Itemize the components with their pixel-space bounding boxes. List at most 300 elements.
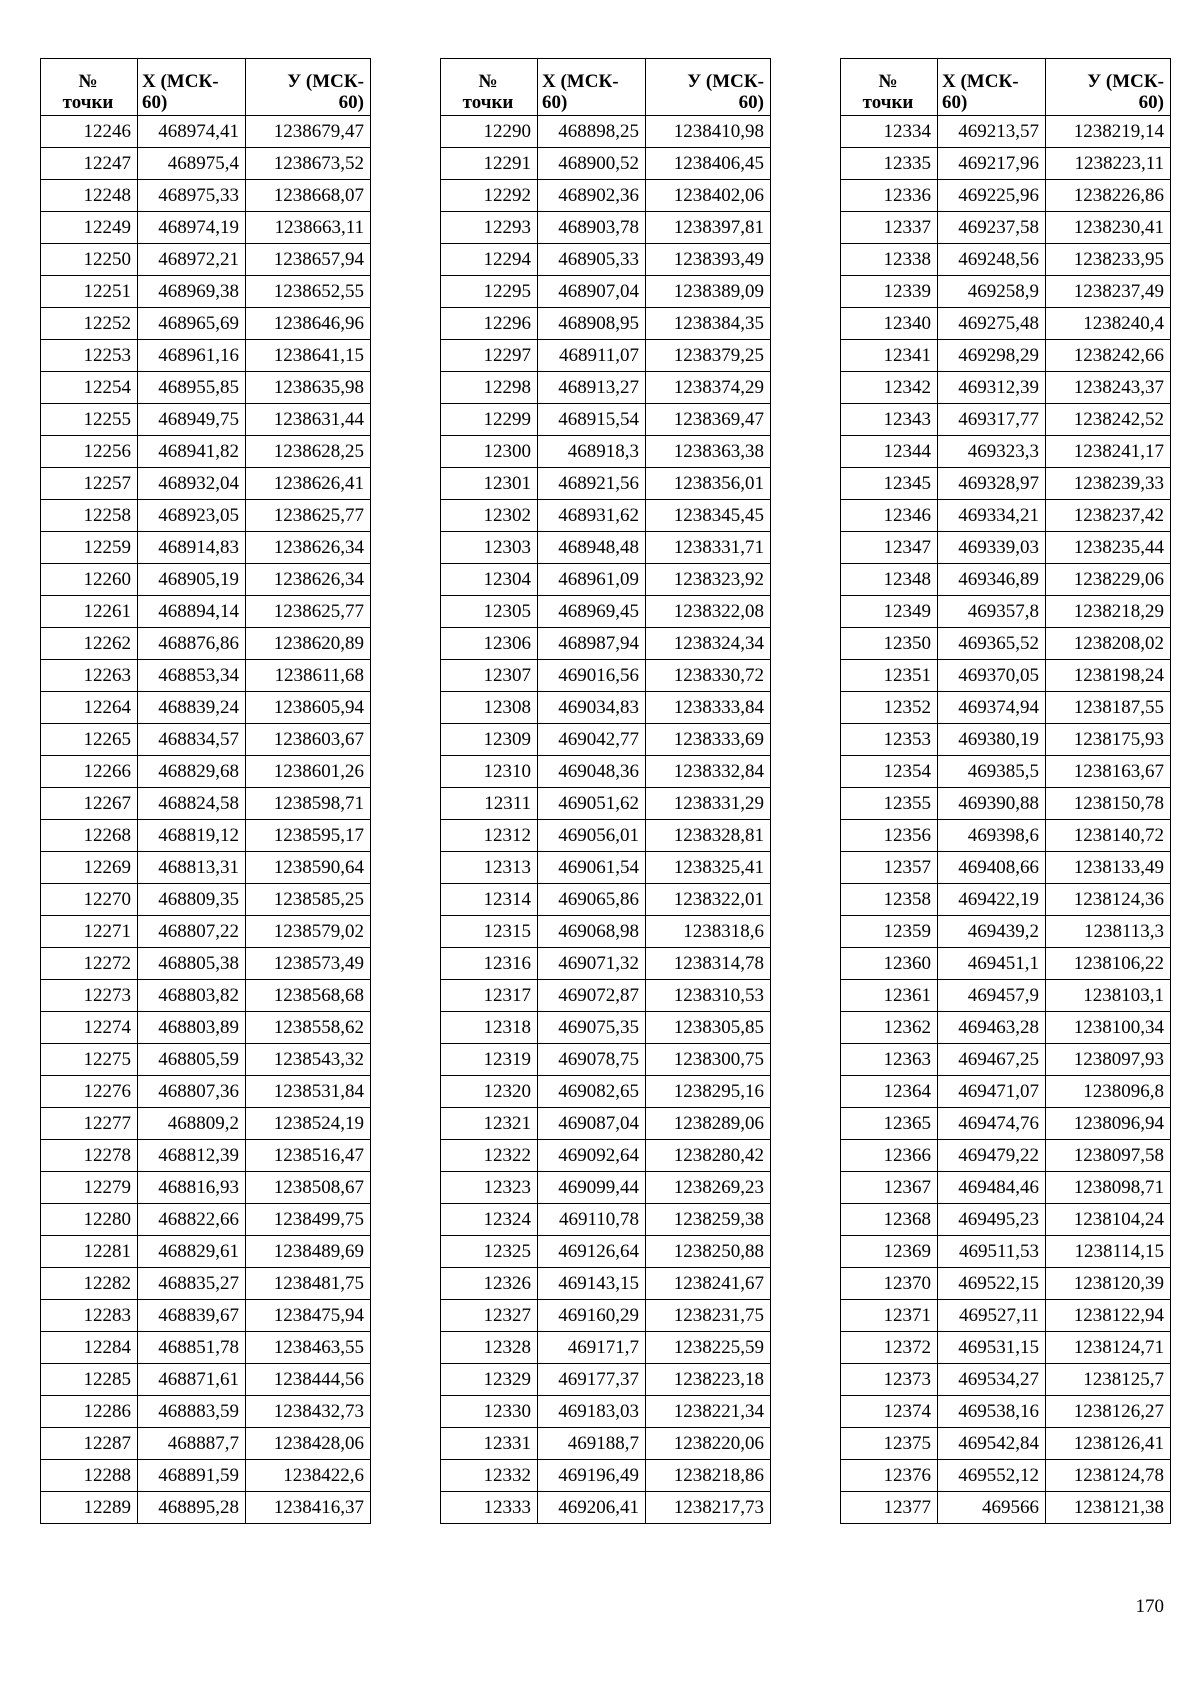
point-number-cell: 12315 [441, 916, 538, 948]
y-coordinate-cell: 1238103,1 [1046, 980, 1171, 1012]
y-coordinate-cell: 1238635,98 [246, 372, 371, 404]
x-coordinate-cell: 469056,01 [538, 820, 646, 852]
table-row [441, 276, 771, 308]
point-number-cell: 12272 [41, 948, 138, 980]
x-coordinate-cell: 468816,93 [138, 1172, 246, 1204]
point-number-cell: 12287 [41, 1428, 138, 1460]
table-row [841, 1108, 1171, 1140]
point-number-cell: 12341 [841, 340, 938, 372]
y-coordinate-cell: 1238280,42 [646, 1140, 771, 1172]
point-number-cell: 12325 [441, 1236, 538, 1268]
point-number-cell: 12294 [441, 244, 538, 276]
point-number-cell: 12328 [441, 1332, 538, 1364]
y-coordinate-cell: 1238324,34 [646, 628, 771, 660]
column-header-y: У (МСК- 60) [1046, 59, 1171, 116]
point-number-cell: 12332 [441, 1460, 538, 1492]
y-coordinate-cell: 1238150,78 [1046, 788, 1171, 820]
x-coordinate-cell: 469566 [938, 1492, 1046, 1524]
y-coordinate-cell: 1238310,53 [646, 980, 771, 1012]
x-coordinate-cell: 469143,15 [538, 1268, 646, 1300]
table-header-row [41, 59, 371, 116]
point-number-cell: 12262 [41, 628, 138, 660]
point-number-cell: 12374 [841, 1396, 938, 1428]
x-coordinate-cell: 468915,54 [538, 404, 646, 436]
column-header-point-number: № точки [41, 59, 138, 116]
point-number-cell: 12376 [841, 1460, 938, 1492]
table-row [441, 692, 771, 724]
point-number-cell: 12334 [841, 116, 938, 148]
table-row [41, 1076, 371, 1108]
x-coordinate-cell: 468839,67 [138, 1300, 246, 1332]
table-row [41, 1268, 371, 1300]
point-number-cell: 12349 [841, 596, 938, 628]
y-coordinate-cell: 1238379,25 [646, 340, 771, 372]
x-coordinate-cell: 469298,29 [938, 340, 1046, 372]
x-coordinate-cell: 469390,88 [938, 788, 1046, 820]
table-row [441, 1012, 771, 1044]
y-coordinate-cell: 1238626,34 [246, 564, 371, 596]
y-coordinate-cell: 1238237,49 [1046, 276, 1171, 308]
y-coordinate-cell: 1238590,64 [246, 852, 371, 884]
point-number-cell: 12273 [41, 980, 138, 1012]
table-row [441, 468, 771, 500]
point-number-cell: 12313 [441, 852, 538, 884]
point-number-cell: 12369 [841, 1236, 938, 1268]
table-row [41, 1332, 371, 1364]
point-number-cell: 12293 [441, 212, 538, 244]
point-number-cell: 12304 [441, 564, 538, 596]
x-coordinate-cell: 469061,54 [538, 852, 646, 884]
x-coordinate-cell: 469034,83 [538, 692, 646, 724]
x-coordinate-cell: 469370,05 [938, 660, 1046, 692]
point-number-cell: 12314 [441, 884, 538, 916]
table-row [841, 692, 1171, 724]
point-number-cell: 12257 [41, 468, 138, 500]
y-coordinate-cell: 1238113,3 [1046, 916, 1171, 948]
point-number-cell: 12283 [41, 1300, 138, 1332]
y-coordinate-cell: 1238668,07 [246, 180, 371, 212]
table-row [441, 820, 771, 852]
table-row [841, 1044, 1171, 1076]
point-number-cell: 12339 [841, 276, 938, 308]
table-row [841, 1364, 1171, 1396]
y-coordinate-cell: 1238226,86 [1046, 180, 1171, 212]
x-coordinate-cell: 468911,07 [538, 340, 646, 372]
point-number-cell: 12266 [41, 756, 138, 788]
point-number-cell: 12267 [41, 788, 138, 820]
table-row [441, 1108, 771, 1140]
table-row [841, 660, 1171, 692]
point-number-cell: 12252 [41, 308, 138, 340]
table-row [41, 1428, 371, 1460]
y-coordinate-cell: 1238225,59 [646, 1332, 771, 1364]
x-coordinate-cell: 468834,57 [138, 724, 246, 756]
x-coordinate-cell: 468932,04 [138, 468, 246, 500]
y-coordinate-cell: 1238305,85 [646, 1012, 771, 1044]
table-row [41, 1012, 371, 1044]
x-coordinate-cell: 469065,86 [538, 884, 646, 916]
table-row [441, 148, 771, 180]
point-number-cell: 12269 [41, 852, 138, 884]
y-coordinate-cell: 1238598,71 [246, 788, 371, 820]
y-coordinate-cell: 1238422,6 [246, 1460, 371, 1492]
point-number-cell: 12333 [441, 1492, 538, 1524]
table-row [41, 852, 371, 884]
x-coordinate-cell: 469511,53 [938, 1236, 1046, 1268]
y-coordinate-cell: 1238641,15 [246, 340, 371, 372]
point-number-cell: 12256 [41, 436, 138, 468]
table-row [841, 564, 1171, 596]
y-coordinate-cell: 1238229,06 [1046, 564, 1171, 596]
x-coordinate-cell: 468965,69 [138, 308, 246, 340]
y-coordinate-cell: 1238140,72 [1046, 820, 1171, 852]
table-row [441, 660, 771, 692]
table-row [441, 596, 771, 628]
x-coordinate-cell: 468949,75 [138, 404, 246, 436]
table-row [841, 244, 1171, 276]
column-header-y: У (МСК- 60) [246, 59, 371, 116]
y-coordinate-cell: 1238363,38 [646, 436, 771, 468]
point-number-cell: 12358 [841, 884, 938, 916]
x-coordinate-cell: 468895,28 [138, 1492, 246, 1524]
x-coordinate-cell: 469317,77 [938, 404, 1046, 436]
point-number-cell: 12355 [841, 788, 938, 820]
table-row [841, 1140, 1171, 1172]
table-row [841, 340, 1171, 372]
table-row [841, 916, 1171, 948]
x-coordinate-cell: 469196,49 [538, 1460, 646, 1492]
table-row [41, 1364, 371, 1396]
x-coordinate-cell: 469474,76 [938, 1108, 1046, 1140]
table-row [441, 1236, 771, 1268]
column-header-x: Х (МСК- 60) [538, 59, 646, 116]
x-coordinate-cell: 469051,62 [538, 788, 646, 820]
x-coordinate-cell: 469082,65 [538, 1076, 646, 1108]
coordinate-table-3 [840, 58, 1171, 1524]
point-number-cell: 12291 [441, 148, 538, 180]
point-number-cell: 12302 [441, 500, 538, 532]
x-coordinate-cell: 469099,44 [538, 1172, 646, 1204]
point-number-cell: 12280 [41, 1204, 138, 1236]
x-coordinate-cell: 468955,85 [138, 372, 246, 404]
table-row [841, 788, 1171, 820]
point-number-cell: 12316 [441, 948, 538, 980]
x-coordinate-cell: 469439,2 [938, 916, 1046, 948]
table-row [441, 1300, 771, 1332]
x-coordinate-cell: 468921,56 [538, 468, 646, 500]
y-coordinate-cell: 1238652,55 [246, 276, 371, 308]
x-coordinate-cell: 469206,41 [538, 1492, 646, 1524]
table-row [441, 1268, 771, 1300]
point-number-cell: 12274 [41, 1012, 138, 1044]
y-coordinate-cell: 1238221,34 [646, 1396, 771, 1428]
point-number-cell: 12367 [841, 1172, 938, 1204]
y-coordinate-cell: 1238508,67 [246, 1172, 371, 1204]
table-row [441, 1044, 771, 1076]
table-row [841, 116, 1171, 148]
point-number-cell: 12258 [41, 500, 138, 532]
x-coordinate-cell: 469328,97 [938, 468, 1046, 500]
x-coordinate-cell: 468809,2 [138, 1108, 246, 1140]
table-row [841, 820, 1171, 852]
x-coordinate-cell: 469042,77 [538, 724, 646, 756]
x-coordinate-cell: 468902,36 [538, 180, 646, 212]
x-coordinate-cell: 469126,64 [538, 1236, 646, 1268]
x-coordinate-cell: 468908,95 [538, 308, 646, 340]
table-row [441, 244, 771, 276]
y-coordinate-cell: 1238325,41 [646, 852, 771, 884]
coordinate-table-2 [440, 58, 771, 1524]
point-number-cell: 12360 [841, 948, 938, 980]
y-coordinate-cell: 1238679,47 [246, 116, 371, 148]
x-coordinate-cell: 469160,29 [538, 1300, 646, 1332]
y-coordinate-cell: 1238673,52 [246, 148, 371, 180]
table-row [841, 276, 1171, 308]
table-row [441, 1428, 771, 1460]
point-number-cell: 12311 [441, 788, 538, 820]
table-row [441, 564, 771, 596]
x-coordinate-cell: 468803,82 [138, 980, 246, 1012]
point-number-cell: 12270 [41, 884, 138, 916]
y-coordinate-cell: 1238133,49 [1046, 852, 1171, 884]
point-number-cell: 12271 [41, 916, 138, 948]
x-coordinate-cell: 469068,98 [538, 916, 646, 948]
x-coordinate-cell: 469092,64 [538, 1140, 646, 1172]
table-row [441, 1076, 771, 1108]
point-number-cell: 12306 [441, 628, 538, 660]
table-row [841, 436, 1171, 468]
x-coordinate-cell: 469357,8 [938, 596, 1046, 628]
y-coordinate-cell: 1238558,62 [246, 1012, 371, 1044]
table-row [41, 596, 371, 628]
y-coordinate-cell: 1238242,52 [1046, 404, 1171, 436]
point-number-cell: 12246 [41, 116, 138, 148]
point-number-cell: 12338 [841, 244, 938, 276]
table-row [41, 1396, 371, 1428]
y-coordinate-cell: 1238620,89 [246, 628, 371, 660]
y-coordinate-cell: 1238163,67 [1046, 756, 1171, 788]
y-coordinate-cell: 1238330,72 [646, 660, 771, 692]
y-coordinate-cell: 1238524,19 [246, 1108, 371, 1140]
y-coordinate-cell: 1238124,71 [1046, 1332, 1171, 1364]
x-coordinate-cell: 469531,15 [938, 1332, 1046, 1364]
point-number-cell: 12264 [41, 692, 138, 724]
x-coordinate-cell: 469177,37 [538, 1364, 646, 1396]
point-number-cell: 12348 [841, 564, 938, 596]
x-coordinate-cell: 468812,39 [138, 1140, 246, 1172]
y-coordinate-cell: 1238198,24 [1046, 660, 1171, 692]
x-coordinate-cell: 468972,21 [138, 244, 246, 276]
point-number-cell: 12247 [41, 148, 138, 180]
table-row [41, 404, 371, 436]
table-row [441, 1172, 771, 1204]
y-coordinate-cell: 1238369,47 [646, 404, 771, 436]
table-row [441, 884, 771, 916]
x-coordinate-cell: 468905,33 [538, 244, 646, 276]
x-coordinate-cell: 468887,7 [138, 1428, 246, 1460]
y-coordinate-cell: 1238235,44 [1046, 532, 1171, 564]
x-coordinate-cell: 468961,09 [538, 564, 646, 596]
point-number-cell: 12248 [41, 180, 138, 212]
y-coordinate-cell: 1238120,39 [1046, 1268, 1171, 1300]
x-coordinate-cell: 468905,19 [138, 564, 246, 596]
y-coordinate-cell: 1238096,8 [1046, 1076, 1171, 1108]
point-number-cell: 12277 [41, 1108, 138, 1140]
point-number-cell: 12312 [441, 820, 538, 852]
y-coordinate-cell: 1238223,18 [646, 1364, 771, 1396]
column-header-y: У (МСК- 60) [646, 59, 771, 116]
table-row [841, 404, 1171, 436]
point-number-cell: 12359 [841, 916, 938, 948]
y-coordinate-cell: 1238269,23 [646, 1172, 771, 1204]
point-number-cell: 12286 [41, 1396, 138, 1428]
table-row [41, 212, 371, 244]
point-number-cell: 12308 [441, 692, 538, 724]
table-row [441, 1364, 771, 1396]
table-row [41, 532, 371, 564]
table-row [41, 788, 371, 820]
table-row [41, 564, 371, 596]
point-number-cell: 12352 [841, 692, 938, 724]
x-coordinate-cell: 468961,16 [138, 340, 246, 372]
x-coordinate-cell: 468839,24 [138, 692, 246, 724]
point-number-cell: 12319 [441, 1044, 538, 1076]
y-coordinate-cell: 1238122,94 [1046, 1300, 1171, 1332]
x-coordinate-cell: 468975,4 [138, 148, 246, 180]
table-row [441, 308, 771, 340]
point-number-cell: 12292 [441, 180, 538, 212]
table-row [841, 1428, 1171, 1460]
y-coordinate-cell: 1238106,22 [1046, 948, 1171, 980]
y-coordinate-cell: 1238331,29 [646, 788, 771, 820]
table-row [41, 1460, 371, 1492]
y-coordinate-cell: 1238318,6 [646, 916, 771, 948]
y-coordinate-cell: 1238384,35 [646, 308, 771, 340]
point-number-cell: 12362 [841, 1012, 938, 1044]
table-row [41, 1140, 371, 1172]
table-row [441, 756, 771, 788]
x-coordinate-cell: 469451,1 [938, 948, 1046, 980]
x-coordinate-cell: 469422,19 [938, 884, 1046, 916]
table-row [841, 628, 1171, 660]
y-coordinate-cell: 1238218,29 [1046, 596, 1171, 628]
y-coordinate-cell: 1238250,88 [646, 1236, 771, 1268]
x-coordinate-cell: 468876,86 [138, 628, 246, 660]
x-coordinate-cell: 468969,45 [538, 596, 646, 628]
x-coordinate-cell: 468898,25 [538, 116, 646, 148]
y-coordinate-cell: 1238489,69 [246, 1236, 371, 1268]
x-coordinate-cell: 469538,16 [938, 1396, 1046, 1428]
table-row [441, 916, 771, 948]
x-coordinate-cell: 468805,59 [138, 1044, 246, 1076]
y-coordinate-cell: 1238432,73 [246, 1396, 371, 1428]
table-row [441, 980, 771, 1012]
table-row [841, 372, 1171, 404]
point-number-cell: 12305 [441, 596, 538, 628]
y-coordinate-cell: 1238328,81 [646, 820, 771, 852]
y-coordinate-cell: 1238516,47 [246, 1140, 371, 1172]
y-coordinate-cell: 1238114,15 [1046, 1236, 1171, 1268]
table-row [841, 756, 1171, 788]
x-coordinate-cell: 469380,19 [938, 724, 1046, 756]
x-coordinate-cell: 469467,25 [938, 1044, 1046, 1076]
x-coordinate-cell: 468807,22 [138, 916, 246, 948]
x-coordinate-cell: 468907,04 [538, 276, 646, 308]
point-number-cell: 12318 [441, 1012, 538, 1044]
point-number-cell: 12353 [841, 724, 938, 756]
x-coordinate-cell: 468987,94 [538, 628, 646, 660]
x-coordinate-cell: 468813,31 [138, 852, 246, 884]
y-coordinate-cell: 1238568,68 [246, 980, 371, 1012]
y-coordinate-cell: 1238463,55 [246, 1332, 371, 1364]
x-coordinate-cell: 468948,48 [538, 532, 646, 564]
table-row [41, 948, 371, 980]
table-row [841, 468, 1171, 500]
x-coordinate-cell: 469346,89 [938, 564, 1046, 596]
table-row [41, 1492, 371, 1524]
point-number-cell: 12275 [41, 1044, 138, 1076]
x-coordinate-cell: 469016,56 [538, 660, 646, 692]
y-coordinate-cell: 1238331,71 [646, 532, 771, 564]
point-number-cell: 12340 [841, 308, 938, 340]
x-coordinate-cell: 468900,52 [538, 148, 646, 180]
x-coordinate-cell: 469479,22 [938, 1140, 1046, 1172]
x-coordinate-cell: 469374,94 [938, 692, 1046, 724]
point-number-cell: 12282 [41, 1268, 138, 1300]
y-coordinate-cell: 1238356,01 [646, 468, 771, 500]
y-coordinate-cell: 1238104,24 [1046, 1204, 1171, 1236]
point-number-cell: 12249 [41, 212, 138, 244]
y-coordinate-cell: 1238646,96 [246, 308, 371, 340]
table-row [41, 500, 371, 532]
point-number-cell: 12260 [41, 564, 138, 596]
table-row [441, 628, 771, 660]
point-number-cell: 12327 [441, 1300, 538, 1332]
y-coordinate-cell: 1238218,86 [646, 1460, 771, 1492]
table-row [841, 1492, 1171, 1524]
table-row [841, 1172, 1171, 1204]
y-coordinate-cell: 1238100,34 [1046, 1012, 1171, 1044]
y-coordinate-cell: 1238239,33 [1046, 468, 1171, 500]
x-coordinate-cell: 469188,7 [538, 1428, 646, 1460]
point-number-cell: 12261 [41, 596, 138, 628]
table-row [441, 340, 771, 372]
y-coordinate-cell: 1238126,41 [1046, 1428, 1171, 1460]
y-coordinate-cell: 1238241,67 [646, 1268, 771, 1300]
table-row [41, 724, 371, 756]
table-row [41, 116, 371, 148]
x-coordinate-cell: 468803,89 [138, 1012, 246, 1044]
y-coordinate-cell: 1238543,32 [246, 1044, 371, 1076]
y-coordinate-cell: 1238406,45 [646, 148, 771, 180]
table-row [441, 724, 771, 756]
table-row [41, 468, 371, 500]
x-coordinate-cell: 468851,78 [138, 1332, 246, 1364]
x-coordinate-cell: 468891,59 [138, 1460, 246, 1492]
point-number-cell: 12320 [441, 1076, 538, 1108]
x-coordinate-cell: 468941,82 [138, 436, 246, 468]
table-row [41, 756, 371, 788]
y-coordinate-cell: 1238579,02 [246, 916, 371, 948]
x-coordinate-cell: 469552,12 [938, 1460, 1046, 1492]
coordinate-table-1 [40, 58, 371, 1524]
y-coordinate-cell: 1238124,36 [1046, 884, 1171, 916]
x-coordinate-cell: 469312,39 [938, 372, 1046, 404]
x-coordinate-cell: 468853,34 [138, 660, 246, 692]
y-coordinate-cell: 1238389,09 [646, 276, 771, 308]
x-coordinate-cell: 469365,52 [938, 628, 1046, 660]
table-row [841, 1396, 1171, 1428]
